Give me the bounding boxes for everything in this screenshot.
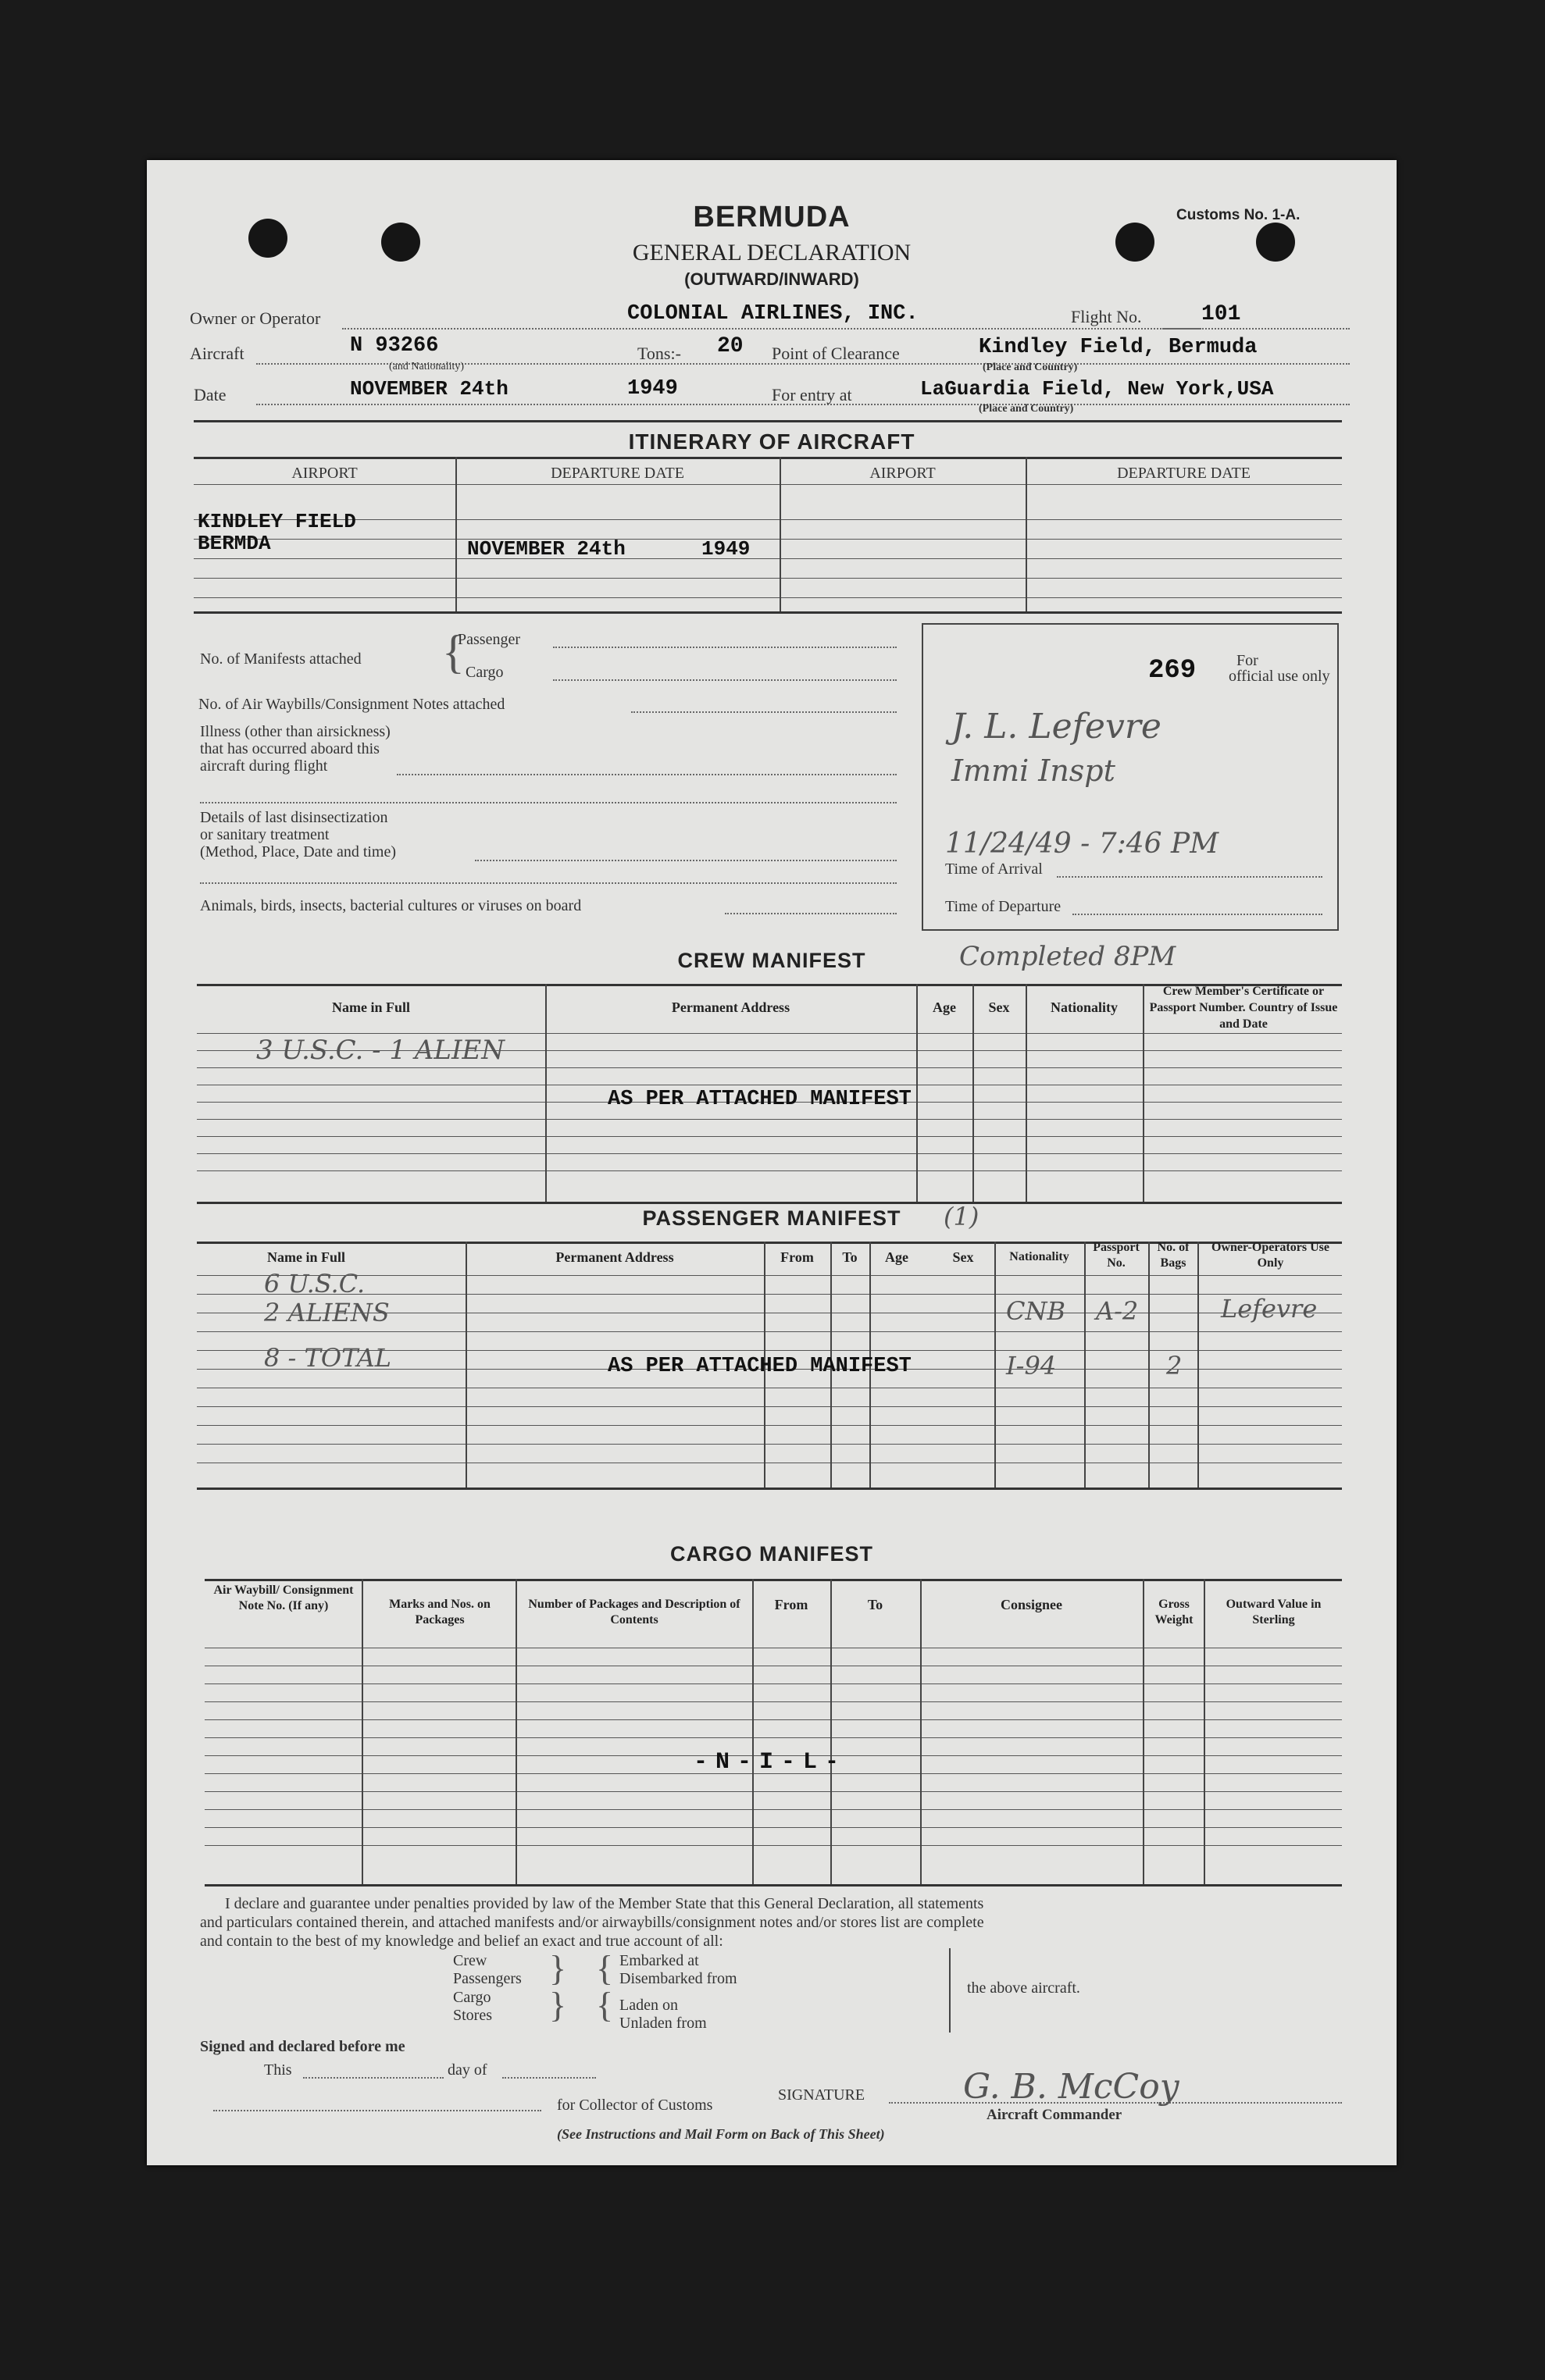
flight-value: 101 <box>1201 302 1241 326</box>
passenger-hand-3: 8 - TOTAL <box>264 1343 392 1373</box>
passenger-header-address: Permanent Address <box>555 1249 674 1265</box>
declaration-left-crew: Crew <box>453 1952 487 1969</box>
declaration-disembarked: Disembarked from <box>619 1970 737 1987</box>
passenger-header-passport: Passport No. <box>1093 1241 1140 1270</box>
disinsect-line2: or sanitary treatment <box>200 826 330 843</box>
passenger-header-from: From <box>780 1249 814 1265</box>
declaration-left-cargo: Cargo <box>453 1989 491 2006</box>
declaration-left-stores: Stores <box>453 2007 492 2024</box>
declaration-laden: Laden on <box>619 1997 678 2014</box>
owner-value: COLONIAL AIRLINES, INC. <box>627 302 919 326</box>
commander-signature: G. B. McCoy <box>963 2067 1179 2107</box>
cargo-title: CARGO MANIFEST <box>670 1542 873 1566</box>
day-of-label: day of <box>448 2061 487 2079</box>
signature-label: SIGNATURE <box>778 2086 865 2104</box>
cargo-header-waybill: Air Waybill/ Consignment Note No. (If any) <box>213 1584 354 1612</box>
declaration-unladen: Unladen from <box>619 2015 707 2032</box>
passenger-header-bags: No. of Bags <box>1157 1241 1190 1270</box>
brace-left-1-icon: { <box>596 1948 614 1988</box>
this-label: This <box>264 2061 292 2079</box>
declaration-text-1: I declare and guarantee under penalties provided by law of the Member State that this General Declaration, all statements <box>225 1895 984 1912</box>
manifests-brace-icon: { <box>442 626 465 678</box>
cargo-header-to: To <box>867 1597 883 1612</box>
itinerary-departure-date: NOVEMBER 24th <box>467 537 626 561</box>
aircraft-value: N 93266 <box>350 334 439 358</box>
punch-hole-3 <box>1115 223 1154 262</box>
passenger-header-nationality: Nationality <box>1009 1250 1069 1263</box>
declaration-text-3: and contain to the best of my knowledge and belief an exact and true account of all: <box>200 1933 723 1950</box>
passenger-label: Passenger <box>458 631 520 648</box>
crew-header-name: Name in Full <box>331 999 410 1015</box>
itinerary-header-airport-1: AIRPORT <box>291 465 358 482</box>
disinsect-line1: Details of last disinsectization <box>200 809 388 826</box>
arrival-handwritten: 11/24/49 - 7:46 PM <box>945 828 1219 860</box>
animals-label: Animals, birds, insects, bacterial cultures or viruses on board <box>200 897 582 914</box>
cargo-nil: -N-I-L- <box>694 1749 847 1776</box>
aircraft-note: (and Nationality) <box>389 361 465 372</box>
itinerary-header-date-2: DEPARTURE DATE <box>1117 465 1251 482</box>
brace-right-2-icon: } <box>549 1985 567 2025</box>
itinerary-airport-line2: BERMDA <box>198 532 271 555</box>
official-signature-2: Immi Inspt <box>951 754 1115 788</box>
cargo-header-consignee: Consignee <box>1000 1597 1062 1612</box>
crew-header-certificate: Crew Member's Certificate or Passport Number. Country of Issue and Date <box>1149 985 1338 1031</box>
crew-header-nationality: Nationality <box>1050 999 1118 1015</box>
itinerary-title: ITINERARY OF AIRCRAFT <box>628 429 915 454</box>
cargo-header-marks: Marks and Nos. on Packages <box>389 1598 491 1626</box>
cargo-header-from: From <box>774 1597 808 1612</box>
illness-line2: that has occurred aboard this <box>200 740 380 757</box>
declaration-text-2: and particulars contained therein, and attached manifests and/or airwaybills/consignment notes and/or stores list are complete <box>200 1914 984 1931</box>
signed-declared: Signed and declared before me <box>200 2038 405 2055</box>
passenger-header-age: Age <box>885 1249 908 1265</box>
tons-label: Tons:- <box>637 344 681 363</box>
itinerary-header-airport-2: AIRPORT <box>869 465 936 482</box>
passenger-header-name: Name in Full <box>266 1249 345 1265</box>
crew-attached-manifest: AS PER ATTACHED MANIFEST <box>608 1088 912 1111</box>
punch-hole-2 <box>381 223 420 262</box>
waybills-label: No. of Air Waybills/Consignment Notes attached <box>198 696 505 713</box>
commander-label: Aircraft Commander <box>987 2107 1122 2123</box>
form-direction: (OUTWARD/INWARD) <box>684 269 859 289</box>
cargo-header-value: Outward Value in Sterling <box>1226 1598 1322 1626</box>
clearance-note: (Place and Country) <box>983 362 1078 373</box>
entry-label: For entry at <box>772 385 852 404</box>
footer-instructions: (See Instructions and Mail Form on Back of This Sheet) <box>557 2126 885 2142</box>
form-subtitle: GENERAL DECLARATION <box>632 240 912 265</box>
declaration-embarked: Embarked at <box>619 1952 699 1969</box>
manifests-label: No. of Manifests attached <box>200 650 362 668</box>
passenger-header-owner: Owner-Operators Use Only <box>1211 1241 1329 1270</box>
illness-line1: Illness (other than airsickness) <box>200 723 391 740</box>
form-number: Customs No. 1-A. <box>1176 207 1301 223</box>
punch-hole-4 <box>1256 223 1295 262</box>
crew-handwritten-entry: 3 U.S.C. - 1 ALIEN <box>256 1035 505 1066</box>
collector-label: for Collector of Customs <box>557 2097 713 2114</box>
official-label-2: official use only <box>1229 668 1330 685</box>
crew-header-address: Permanent Address <box>671 999 790 1015</box>
declaration-above-aircraft: the above aircraft. <box>967 1979 1080 1997</box>
aircraft-label: Aircraft <box>190 344 244 363</box>
itinerary-airport-line1: KINDLEY FIELD <box>198 510 356 533</box>
passenger-attached-manifest: AS PER ATTACHED MANIFEST <box>608 1355 912 1378</box>
illness-line3: aircraft during flight <box>200 757 328 775</box>
passenger-hand-owner: Lefevre <box>1221 1294 1318 1324</box>
passenger-hand-number: 2 <box>1166 1351 1183 1381</box>
itinerary-header-date-1: DEPARTURE DATE <box>551 465 684 482</box>
date-label: Date <box>194 385 227 404</box>
passenger-header-sex: Sex <box>952 1249 974 1265</box>
passenger-title-mark: (1) <box>944 1202 979 1231</box>
departure-label: Time of Departure <box>945 898 1062 915</box>
entry-value: LaGuardia Field, New York,USA <box>920 377 1274 401</box>
brace-right-1-icon: } <box>549 1948 567 1988</box>
declaration-left-passengers: Passengers <box>453 1970 522 1987</box>
passenger-hand-passport: A-2 <box>1096 1296 1139 1326</box>
crew-header-sex: Sex <box>988 999 1010 1015</box>
punch-hole-1 <box>248 219 287 258</box>
clearance-value: Kindley Field, Bermuda <box>979 336 1258 359</box>
flight-label: Flight No. <box>1071 307 1142 326</box>
owner-label: Owner or Operator <box>190 308 321 328</box>
clearance-label: Point of Clearance <box>772 344 900 363</box>
form-title: BERMUDA <box>693 201 851 233</box>
official-signature-1: J. L. Lefevre <box>951 707 1161 746</box>
itinerary-departure-year: 1949 <box>701 537 751 561</box>
official-number: 269 <box>1148 656 1197 686</box>
cargo-header-weight: Gross Weight <box>1154 1598 1194 1626</box>
passenger-title: PASSENGER MANIFEST <box>642 1206 901 1230</box>
brace-left-2-icon: { <box>596 1985 614 2025</box>
cargo-label: Cargo <box>466 664 504 681</box>
arrival-label: Time of Arrival <box>945 860 1043 878</box>
passenger-hand-1: 6 U.S.C. <box>264 1269 366 1299</box>
date-value: NOVEMBER 24th <box>350 377 508 401</box>
declaration-sheet <box>147 160 1397 2165</box>
entry-note: (Place and Country) <box>979 403 1074 415</box>
cargo-header-packages: Number of Packages and Description of Contents <box>528 1598 740 1626</box>
passenger-hand-nationality: CNB <box>1006 1296 1065 1326</box>
passenger-hand-form: I-94 <box>1006 1351 1057 1381</box>
crew-header-age: Age <box>933 999 956 1015</box>
official-label-1: For <box>1236 652 1258 669</box>
passenger-hand-2: 2 ALIENS <box>264 1298 390 1327</box>
completed-handwritten: Completed 8PM <box>959 941 1176 972</box>
disinsect-line3: (Method, Place, Date and time) <box>200 843 397 860</box>
crew-title: CREW MANIFEST <box>677 949 866 972</box>
passenger-header-to: To <box>842 1249 858 1265</box>
tons-value: 20 <box>717 334 744 358</box>
year-value: 1949 <box>627 377 678 401</box>
